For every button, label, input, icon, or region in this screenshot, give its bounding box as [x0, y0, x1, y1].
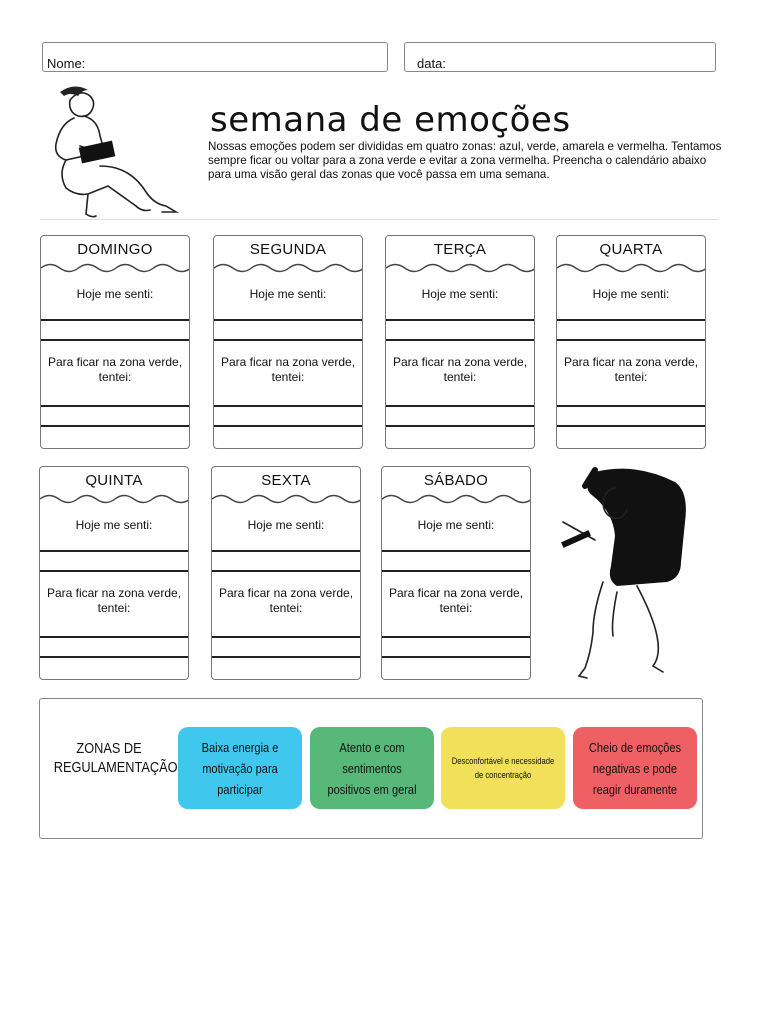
- write-line[interactable]: [212, 636, 360, 638]
- day-card-1: [40, 235, 190, 449]
- date-field[interactable]: [404, 42, 716, 72]
- write-line[interactable]: [212, 550, 360, 552]
- write-line[interactable]: [386, 425, 534, 427]
- write-line[interactable]: [382, 656, 530, 658]
- wave-divider: [41, 262, 190, 274]
- felt-prompt: Hoje me senti:: [247, 518, 325, 532]
- zone-box-4: [573, 727, 697, 809]
- day-card-5: [39, 466, 189, 680]
- write-line[interactable]: [41, 405, 189, 407]
- write-line[interactable]: [40, 636, 188, 638]
- day-card-2: [213, 235, 363, 449]
- page-title: semana de emoções: [210, 100, 571, 140]
- write-line[interactable]: [386, 319, 534, 321]
- divider: [40, 219, 718, 220]
- write-line[interactable]: [557, 339, 705, 341]
- name-label: Nome:: [47, 56, 86, 71]
- write-line[interactable]: [386, 339, 534, 341]
- write-line[interactable]: [386, 405, 534, 407]
- write-line[interactable]: [214, 405, 362, 407]
- felt-prompt: Hoje me senti:: [75, 518, 153, 532]
- zones-label: ZONAS DE REGULAMENTAÇÃO: [53, 740, 178, 776]
- write-line[interactable]: [557, 319, 705, 321]
- write-line[interactable]: [41, 425, 189, 427]
- write-line[interactable]: [40, 550, 188, 552]
- wave-divider: [40, 493, 189, 505]
- day-name: TERÇA: [433, 241, 487, 258]
- zone-text: Atento e com sentimentos positivos em geral: [327, 739, 417, 797]
- reading-person-illustration: [40, 86, 180, 220]
- write-line[interactable]: [40, 570, 188, 572]
- zone-box-3: [441, 727, 565, 809]
- felt-prompt: Hoje me senti:: [76, 287, 154, 301]
- name-field[interactable]: [42, 42, 388, 72]
- day-name: QUARTA: [599, 241, 663, 258]
- write-line[interactable]: [214, 339, 362, 341]
- write-line[interactable]: [557, 405, 705, 407]
- felt-prompt: Hoje me senti:: [421, 287, 499, 301]
- tried-prompt: Para ficar na zona verde, tentei:: [218, 586, 354, 615]
- write-line[interactable]: [382, 550, 530, 552]
- write-line[interactable]: [40, 656, 188, 658]
- tried-prompt: Para ficar na zona verde, tentei:: [388, 586, 524, 615]
- write-line[interactable]: [41, 339, 189, 341]
- zones-panel: [39, 698, 703, 839]
- wave-divider: [212, 493, 361, 505]
- zone-box-2: [310, 727, 434, 809]
- wave-divider: [557, 262, 706, 274]
- write-line[interactable]: [557, 425, 705, 427]
- day-card-3: [385, 235, 535, 449]
- day-card-6: [211, 466, 361, 680]
- felt-prompt: Hoje me senti:: [592, 287, 670, 301]
- day-card-4: [556, 235, 706, 449]
- write-line[interactable]: [214, 319, 362, 321]
- tried-prompt: Para ficar na zona verde, tentei:: [220, 355, 356, 384]
- wave-divider: [386, 262, 535, 274]
- intro-text: Nossas emoções podem ser divididas em quatro zonas: azul, verde, amarela e vermelha. Tentamos sempre ficar ou voltar para a zona verde e evitar a zona vermelha. Preencha o calendário abaixo para uma visão geral das zonas que você passa em uma semana.: [208, 140, 722, 181]
- wave-divider: [382, 493, 531, 505]
- zone-text: Cheio de emoções negativas e pode reagir duramente: [588, 739, 682, 797]
- day-name: DOMINGO: [77, 241, 153, 258]
- felt-prompt: Hoje me senti:: [249, 287, 327, 301]
- write-line[interactable]: [212, 656, 360, 658]
- tried-prompt: Para ficar na zona verde, tentei:: [46, 586, 182, 615]
- day-name: SEGUNDA: [249, 241, 327, 258]
- day-name: SEXTA: [261, 472, 311, 489]
- date-label: data:: [417, 56, 446, 71]
- write-line[interactable]: [382, 636, 530, 638]
- write-line[interactable]: [41, 319, 189, 321]
- standing-person-illustration: [555, 462, 705, 684]
- day-name: QUINTA: [85, 472, 143, 489]
- write-line[interactable]: [214, 425, 362, 427]
- day-name: SÁBADO: [423, 472, 489, 489]
- zone-box-1: [178, 727, 302, 809]
- zone-text: Baixa energia e motivação para participar: [201, 739, 279, 797]
- zone-text: Desconfortável e necessidade de concentração: [451, 756, 555, 780]
- write-line[interactable]: [212, 570, 360, 572]
- day-card-7: [381, 466, 531, 680]
- wave-divider: [214, 262, 363, 274]
- tried-prompt: Para ficar na zona verde, tentei:: [563, 355, 699, 384]
- tried-prompt: Para ficar na zona verde, tentei:: [47, 355, 183, 384]
- felt-prompt: Hoje me senti:: [417, 518, 495, 532]
- tried-prompt: Para ficar na zona verde, tentei:: [392, 355, 528, 384]
- write-line[interactable]: [382, 570, 530, 572]
